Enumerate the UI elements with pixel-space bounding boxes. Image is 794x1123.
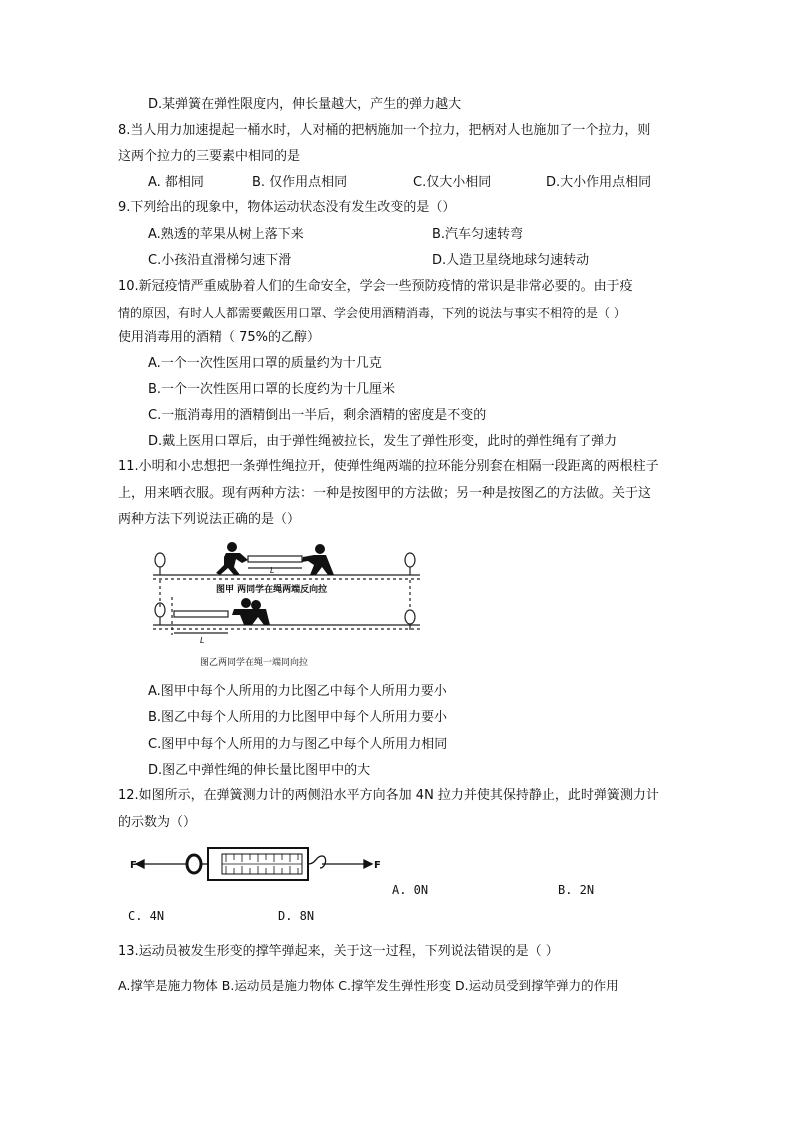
q8-stem-line1: 8.当人用力加速提起一桶水时，人对桶的把柄施加一个拉力，把柄对人也施加了一个拉力，则 <box>118 123 651 138</box>
q12-option-a: A. 0N <box>392 883 429 897</box>
q8-option-c: C.仅大小相同 <box>413 175 492 190</box>
q13-stem: 13.运动员被发生形变的撑竿弹起来，关于这一过程，下列说法错误的是（ ） <box>118 944 559 959</box>
q9-stem: 9.下列给出的现象中，物体运动状态没有发生改变的是（） <box>118 200 456 215</box>
q10-option-b: B.一个一次性医用口罩的长度约为十几厘米 <box>148 382 396 397</box>
fig-a-right-post-ring <box>405 553 415 567</box>
right-force-label: F <box>374 860 381 871</box>
q8-stem-line2: 这两个拉力的三要素中相同的是 <box>118 149 301 164</box>
fig-a-people <box>216 542 334 575</box>
q11-figure <box>148 535 428 665</box>
q12-stem-line2: 的示数为（） <box>118 815 197 830</box>
q11-option-b: B.图乙中每个人所用的力比图甲中每个人所用力要小 <box>148 710 448 725</box>
q11-stem-line1: 11.小明和小忠想把一条弹性绳拉开，使弹性绳两端的拉环能分别套在相隔一段距离的两根柱子 <box>118 459 659 474</box>
q8-option-a: A. 都相同 <box>148 175 204 190</box>
q11-option-c: C.图甲中每个人所用的力与图乙中每个人所用力相同 <box>148 737 448 752</box>
q8-option-b: B. 仅作用点相同 <box>252 175 348 190</box>
q11-option-d: D.图乙中弹性绳的伸长量比图甲中的大 <box>148 763 371 778</box>
spring-scale-figure <box>130 842 390 886</box>
q10-stem-line1: 10.新冠疫情严重威胁着人们的生命安全，学会一些预防疫情的常识是非常必要的。由于疫 <box>118 279 633 294</box>
fig-a-left-post-ring <box>155 553 165 567</box>
fig-b-rope <box>174 611 228 617</box>
q13-options: A.撑竿是施力物体 B.运动员是施力物体 C.撑竿发生弹性形变 D.运动员受到撑竿弹力的作用 <box>118 978 619 993</box>
q9-option-a: A.熟透的苹果从树上落下来 <box>148 227 304 242</box>
q11-stem-line2: 上，用来晒衣服。现有两种方法：一种是按图甲的方法做；另一种是按图乙的方法做。关于这 <box>118 486 652 501</box>
q10-stem-line3: 使用消毒用的酒精（ 75%的乙醇） <box>118 330 321 345</box>
fig-b-length-label: L <box>200 636 205 645</box>
q10-option-d: D.戴上医用口罩后，由于弹性绳被拉长，发生了弹性形变，此时的弹性绳有了弹力 <box>148 434 618 449</box>
q9-option-d: D.人造卫星绕地球匀速转动 <box>432 253 590 268</box>
q9-option-b: B.汽车匀速转弯 <box>432 227 524 242</box>
fig-b-right-post-ring <box>405 610 415 624</box>
right-arrow-icon <box>364 860 372 868</box>
q11-option-a: A.图甲中每个人所用的力比图乙中每个人所用力要小 <box>148 684 447 699</box>
q10-option-c: C.一瓶消毒用的酒精倒出一半后，剩余酒精的密度是不变的 <box>148 408 487 423</box>
q10-stem-line2: 情的原因，有时人人都需要戴医用口罩、学会使用酒精消毒，下列的说法与事实不相符的是（ ） <box>118 306 626 320</box>
left-force-label: F <box>130 860 137 871</box>
q11-stem-line3: 两种方法下列说法正确的是（） <box>118 512 301 527</box>
q8-option-d: D.大小作用点相同 <box>546 175 652 190</box>
left-arrow-icon <box>136 860 144 868</box>
fig-a-rope <box>248 556 302 562</box>
q10-option-a: A.一个一次性医用口罩的质量约为十几克 <box>148 356 382 371</box>
scale-hook-icon <box>308 856 326 868</box>
fig-a-length-label: L <box>270 566 275 575</box>
q7-option-d: D.某弹簧在弹性限度内，伸长量越大，产生的弹力越大 <box>148 97 462 112</box>
q12-option-d: D. 8N <box>278 909 315 923</box>
q12-option-c: C. 4N <box>128 909 165 923</box>
q9-option-c: C.小孩沿直滑梯匀速下滑 <box>148 253 292 268</box>
q12-stem-line1: 12.如图所示，在弹簧测力计的两侧沿水平方向各加 4N 拉力并使其保持静止，此时弹簧测力计 <box>118 788 659 803</box>
q11-caption-a: 图甲 两同学在绳两端反向拉 <box>216 585 328 595</box>
q12-option-b: B. 2N <box>558 883 595 897</box>
q11-caption-b: 图乙两同学在绳一端同向拉 <box>200 658 309 668</box>
fig-b-people <box>232 598 270 625</box>
scale-ring-icon <box>187 855 201 873</box>
